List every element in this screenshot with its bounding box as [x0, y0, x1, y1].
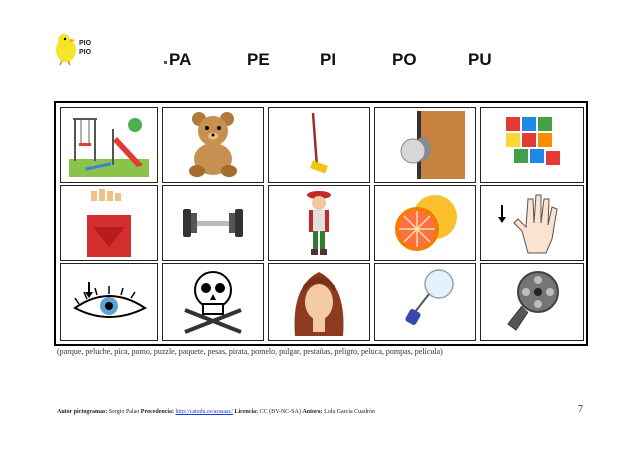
logo-text-2: PIO: [79, 49, 92, 56]
wig-icon: [275, 266, 363, 338]
playground-icon: [65, 109, 153, 181]
cell-peligro: [162, 263, 264, 341]
pio-pio-logo: [52, 30, 102, 66]
source-label: Procedencia:: [140, 409, 174, 415]
cell-pomelo: [374, 185, 476, 261]
cell-peluche: [162, 107, 264, 183]
syllable-pi: PI: [320, 50, 337, 69]
thumb-hand-icon: [488, 187, 576, 259]
dumbbell-icon: [169, 187, 257, 259]
writer-name: Lola García Cuadrón: [324, 409, 375, 415]
cell-pesas: [162, 185, 264, 261]
license-value: CC (BY-NC-SA): [259, 409, 301, 415]
cell-pirata: [268, 185, 370, 261]
license-label: Licencia:: [234, 409, 259, 415]
cell-parque: [60, 107, 158, 183]
pictogram-grid: [54, 101, 588, 346]
bubble-wand-icon: [381, 266, 469, 338]
author-name: Sergio Palao: [108, 409, 140, 415]
cigarette-pack-icon: [65, 187, 153, 259]
cell-pestanas: [60, 263, 158, 341]
cell-pica: [268, 107, 370, 183]
syllable-po: PO: [392, 50, 417, 69]
ice-pick-icon: [275, 109, 363, 181]
cell-pompas: [374, 263, 476, 341]
skull-crossbones-icon: [169, 266, 257, 338]
syllable-pa: PA: [169, 50, 192, 69]
eyelash-eye-icon: [65, 266, 153, 338]
credits-footer: [57, 409, 375, 415]
word-list-caption: (parque, peluche, pica, pomo, puzzle, paquete, pesas, pirata, pomelo, pulgar, pestañas, peligro, peluca, pompas, película): [57, 347, 443, 356]
logo-text-1: PIO: [79, 40, 92, 47]
writer-label: Autora:: [302, 409, 323, 415]
cell-puzzle: [480, 107, 584, 183]
author-label: Autor pictogramas:: [57, 409, 108, 415]
grapefruit-icon: [381, 187, 469, 259]
puzzle-icon: [488, 109, 576, 181]
cell-pulgar: [480, 185, 584, 261]
syllable-pu: PU: [468, 50, 492, 69]
door-knob-icon: [381, 109, 469, 181]
cell-peluca: [268, 263, 370, 341]
source-link[interactable]: http://catedu.es/arasaac/: [175, 409, 233, 415]
header-dot: [164, 61, 167, 64]
cell-pelicula: [480, 263, 584, 341]
cell-pomo: [374, 107, 476, 183]
pirate-icon: [275, 187, 363, 259]
teddy-bear-icon: [169, 109, 257, 181]
film-reel-icon: [488, 266, 576, 338]
cell-paquete: [60, 185, 158, 261]
page-number: 7: [578, 404, 583, 415]
syllable-pe: PE: [247, 50, 270, 69]
